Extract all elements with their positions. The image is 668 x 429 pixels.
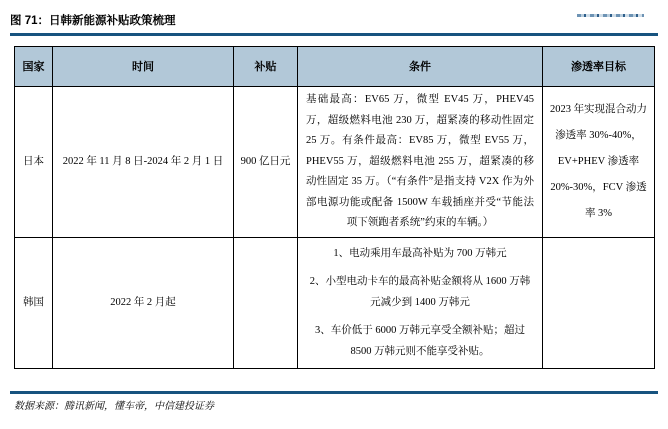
figure-title: 日韩新能源补贴政策梳理 <box>49 15 176 27</box>
col-header-conditions: 条件 <box>298 47 543 87</box>
time-cell-japan: 2022 年 11 月 8 日-2024 年 2 月 1 日 <box>53 87 234 238</box>
figure-caption <box>10 14 658 29</box>
target-cell-japan: 2023 年实现混合动力渗透率 30%-40%，EV+PHEV 渗透率 20%-30%，FCV 渗透率 3% <box>543 87 655 238</box>
country-cell-japan: 日本 <box>15 87 53 238</box>
conditions-cell-japan: 基础最高：EV65 万，微型 EV45 万，PHEV45 万，超级燃料电池 230 万，超紧凑的移动性固定 25 万。有条件最高：EV85 万，微型 EV55 万，PHEV55 万，超级燃料电池 255 万，超紧凑的移动性固定 35 万。（“有条件”是指支持 V2X 作为外部电源功能或配备 1500W 车载插座并受“节能法项下领跑者系统”约束的车辆。） <box>298 87 543 238</box>
title-rule <box>10 33 658 36</box>
header-row <box>15 47 655 87</box>
conditions-cell-korea <box>298 237 543 368</box>
col-header-target: 渗透率目标 <box>543 47 655 87</box>
subsidy-cell-japan: 900 亿日元 <box>234 87 298 238</box>
footer-rule <box>10 391 658 394</box>
col-header-country: 国家 <box>15 47 53 87</box>
korea-condition-item: 1、电动乘用车最高补贴为 700 万韩元 <box>333 248 507 259</box>
col-header-subsidy: 补贴 <box>234 47 298 87</box>
table-row-japan <box>15 87 655 238</box>
figure-label: 图 71： <box>10 15 49 27</box>
clipped-text-fragment <box>577 14 644 17</box>
col-header-time: 时间 <box>53 47 234 87</box>
data-source-note: 数据来源：腾讯新闻，懂车帝，中信建投证券 <box>14 400 214 412</box>
table-row-korea <box>15 237 655 368</box>
korea-condition-item: 3、车价低于 6000 万韩元享受全额补贴；超过 8500 万韩元则不能享受补贴。 <box>315 325 525 357</box>
time-cell-korea: 2022 年 2 月起 <box>53 237 234 368</box>
target-cell-korea <box>543 237 655 368</box>
country-cell-korea: 韩国 <box>15 237 53 368</box>
page-root <box>0 14 668 429</box>
policy-table <box>14 46 655 369</box>
korea-condition-item: 2、小型电动卡车的最高补贴金额将从 1600 万韩元减少到 1400 万韩元 <box>309 276 531 308</box>
subsidy-cell-korea <box>234 237 298 368</box>
